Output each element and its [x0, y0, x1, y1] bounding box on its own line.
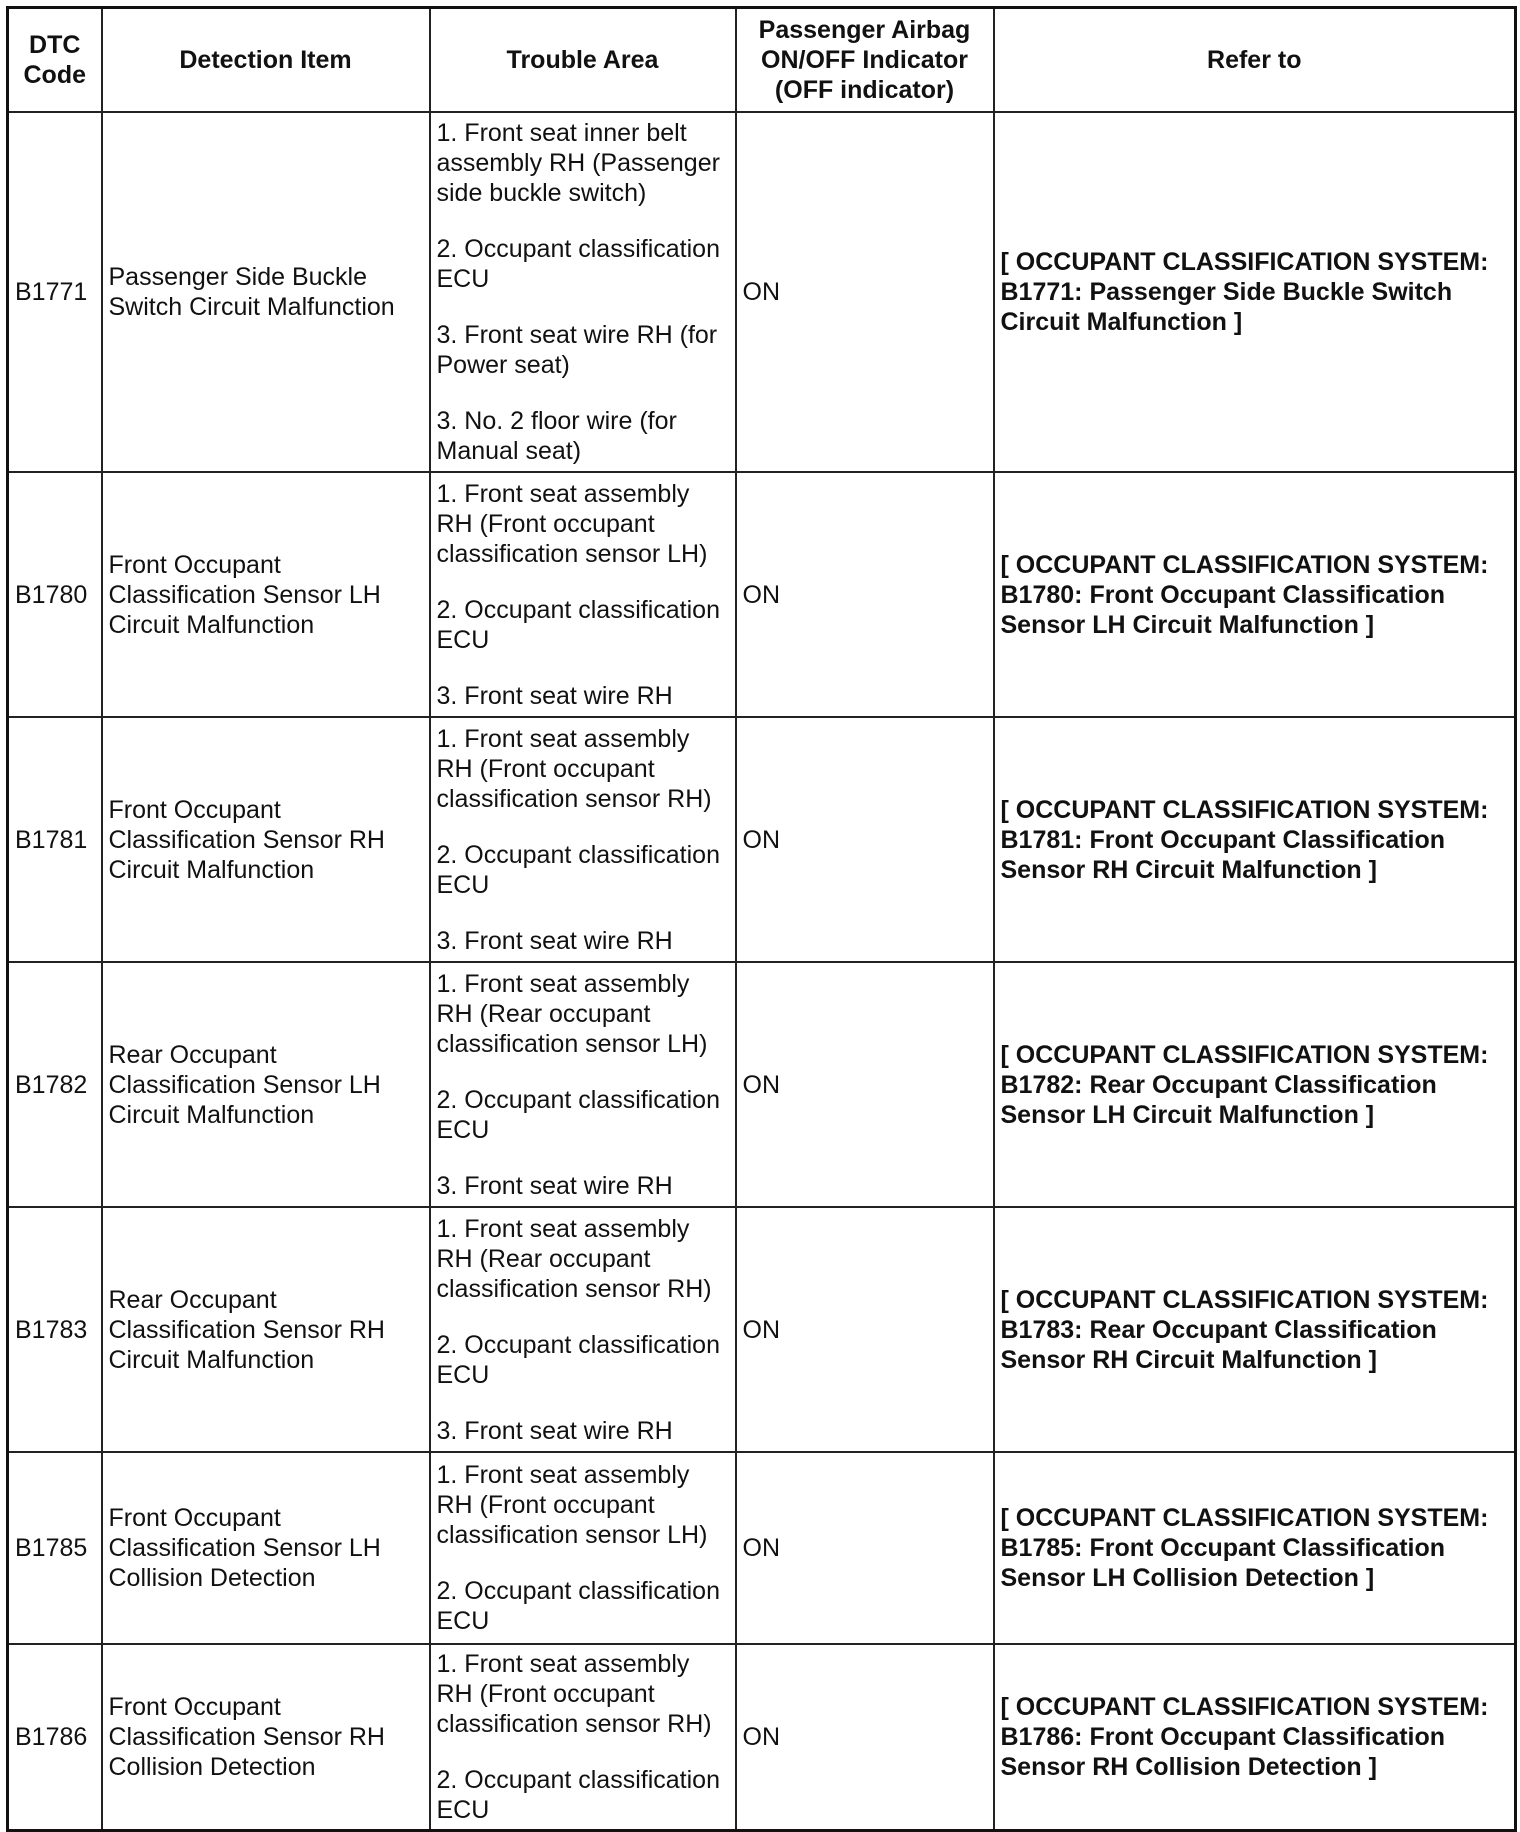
header-detection-item: Detection Item [102, 8, 430, 113]
header-refer-to: Refer to [994, 8, 1516, 113]
header-trouble-area: Trouble Area [430, 8, 736, 113]
trouble-area-item: 2. Occupant classification ECU [436, 1766, 720, 1824]
trouble-area-item: 3. No. 2 floor wire (for Manual seat) [436, 407, 677, 465]
trouble-area-item: 3. Front seat wire RH [436, 681, 673, 710]
indicator-cell: ON [736, 1644, 994, 1831]
trouble-area-item: 1. Front seat assembly RH (Front occupant classification sensor RH) [436, 1650, 712, 1738]
trouble-area-item: 1. Front seat assembly RH (Front occupant classification sensor RH) [436, 724, 712, 813]
refer-link[interactable]: [ OCCUPANT CLASSIFICATION SYSTEM: B1780: Front Occupant Classification Sensor LH Circuit Malfunction ] [994, 472, 1516, 717]
dtc-code-cell: B1782 [8, 962, 102, 1207]
indicator-cell: ON [736, 717, 994, 962]
table-row [8, 1644, 1516, 1831]
trouble-area-cell [430, 962, 736, 1207]
trouble-area-item: 1. Front seat assembly RH (Front occupant classification sensor LH) [436, 479, 708, 568]
header-dtc-code: DTC Code [8, 8, 102, 113]
trouble-area-item: 3. Front seat wire RH [436, 1171, 673, 1200]
detection-item-cell: Rear Occupant Classification Sensor RH Circuit Malfunction [102, 1207, 430, 1452]
refer-link[interactable]: [ OCCUPANT CLASSIFICATION SYSTEM: B1786: Front Occupant Classification Sensor RH Collision Detection ] [994, 1644, 1516, 1831]
indicator-cell: ON [736, 962, 994, 1207]
dtc-code-cell: B1785 [8, 1452, 102, 1644]
trouble-area-cell [430, 472, 736, 717]
indicator-cell: ON [736, 1207, 994, 1452]
refer-link[interactable]: [ OCCUPANT CLASSIFICATION SYSTEM: B1771: Passenger Side Buckle Switch Circuit Malfunction ] [994, 112, 1516, 472]
trouble-area-cell [430, 112, 736, 472]
refer-link[interactable]: [ OCCUPANT CLASSIFICATION SYSTEM: B1783: Rear Occupant Classification Sensor RH Circuit Malfunction ] [994, 1207, 1516, 1452]
table-row [8, 472, 1516, 717]
dtc-code-cell: B1781 [8, 717, 102, 962]
detection-item-cell: Front Occupant Classification Sensor RH Circuit Malfunction [102, 717, 430, 962]
detection-item-cell: Rear Occupant Classification Sensor LH Circuit Malfunction [102, 962, 430, 1207]
trouble-area-item: 1. Front seat assembly RH (Front occupant classification sensor LH) [436, 1461, 708, 1549]
indicator-cell: ON [736, 1452, 994, 1644]
dtc-code-cell: B1783 [8, 1207, 102, 1452]
trouble-area-item: 2. Occupant classification ECU [436, 1330, 720, 1389]
detection-item-cell: Front Occupant Classification Sensor LH Circuit Malfunction [102, 472, 430, 717]
detection-item-cell: Front Occupant Classification Sensor RH Collision Detection [102, 1644, 430, 1831]
dtc-code-cell: B1786 [8, 1644, 102, 1831]
trouble-area-cell [430, 1644, 736, 1831]
trouble-area-item: 3. Front seat wire RH [436, 1416, 673, 1445]
trouble-area-item: 2. Occupant classification ECU [436, 235, 720, 293]
table-row [8, 1207, 1516, 1452]
trouble-area-item: 2. Occupant classification ECU [436, 1577, 720, 1635]
header-row [8, 8, 1516, 113]
refer-link[interactable]: [ OCCUPANT CLASSIFICATION SYSTEM: B1785: Front Occupant Classification Sensor LH Collision Detection ] [994, 1452, 1516, 1644]
table-row [8, 962, 1516, 1207]
trouble-area-item: 2. Occupant classification ECU [436, 840, 720, 899]
trouble-area-item: 1. Front seat inner belt assembly RH (Passenger side buckle switch) [436, 119, 720, 207]
indicator-cell: ON [736, 112, 994, 472]
trouble-area-cell [430, 717, 736, 962]
trouble-area-cell [430, 1452, 736, 1644]
trouble-area-item: 3. Front seat wire RH [436, 926, 673, 955]
trouble-area-item: 1. Front seat assembly RH (Rear occupant classification sensor RH) [436, 1214, 712, 1303]
detection-item-cell: Passenger Side Buckle Switch Circuit Malfunction [102, 112, 430, 472]
trouble-area-item: 1. Front seat assembly RH (Rear occupant classification sensor LH) [436, 969, 708, 1058]
detection-item-cell: Front Occupant Classification Sensor LH Collision Detection [102, 1452, 430, 1644]
refer-link[interactable]: [ OCCUPANT CLASSIFICATION SYSTEM: B1782: Rear Occupant Classification Sensor LH Circuit Malfunction ] [994, 962, 1516, 1207]
dtc-table [6, 6, 1517, 1832]
table-row [8, 112, 1516, 472]
trouble-area-item: 2. Occupant classification ECU [436, 595, 720, 654]
trouble-area-cell [430, 1207, 736, 1452]
header-airbag-indicator: Passenger Airbag ON/OFF Indicator (OFF indicator) [736, 8, 994, 113]
trouble-area-item: 2. Occupant classification ECU [436, 1085, 720, 1144]
table-row [8, 1452, 1516, 1644]
dtc-code-cell: B1780 [8, 472, 102, 717]
table-row [8, 717, 1516, 962]
refer-link[interactable]: [ OCCUPANT CLASSIFICATION SYSTEM: B1781: Front Occupant Classification Sensor RH Circuit Malfunction ] [994, 717, 1516, 962]
dtc-code-cell: B1771 [8, 112, 102, 472]
indicator-cell: ON [736, 472, 994, 717]
trouble-area-item: 3. Front seat wire RH (for Power seat) [436, 321, 718, 379]
